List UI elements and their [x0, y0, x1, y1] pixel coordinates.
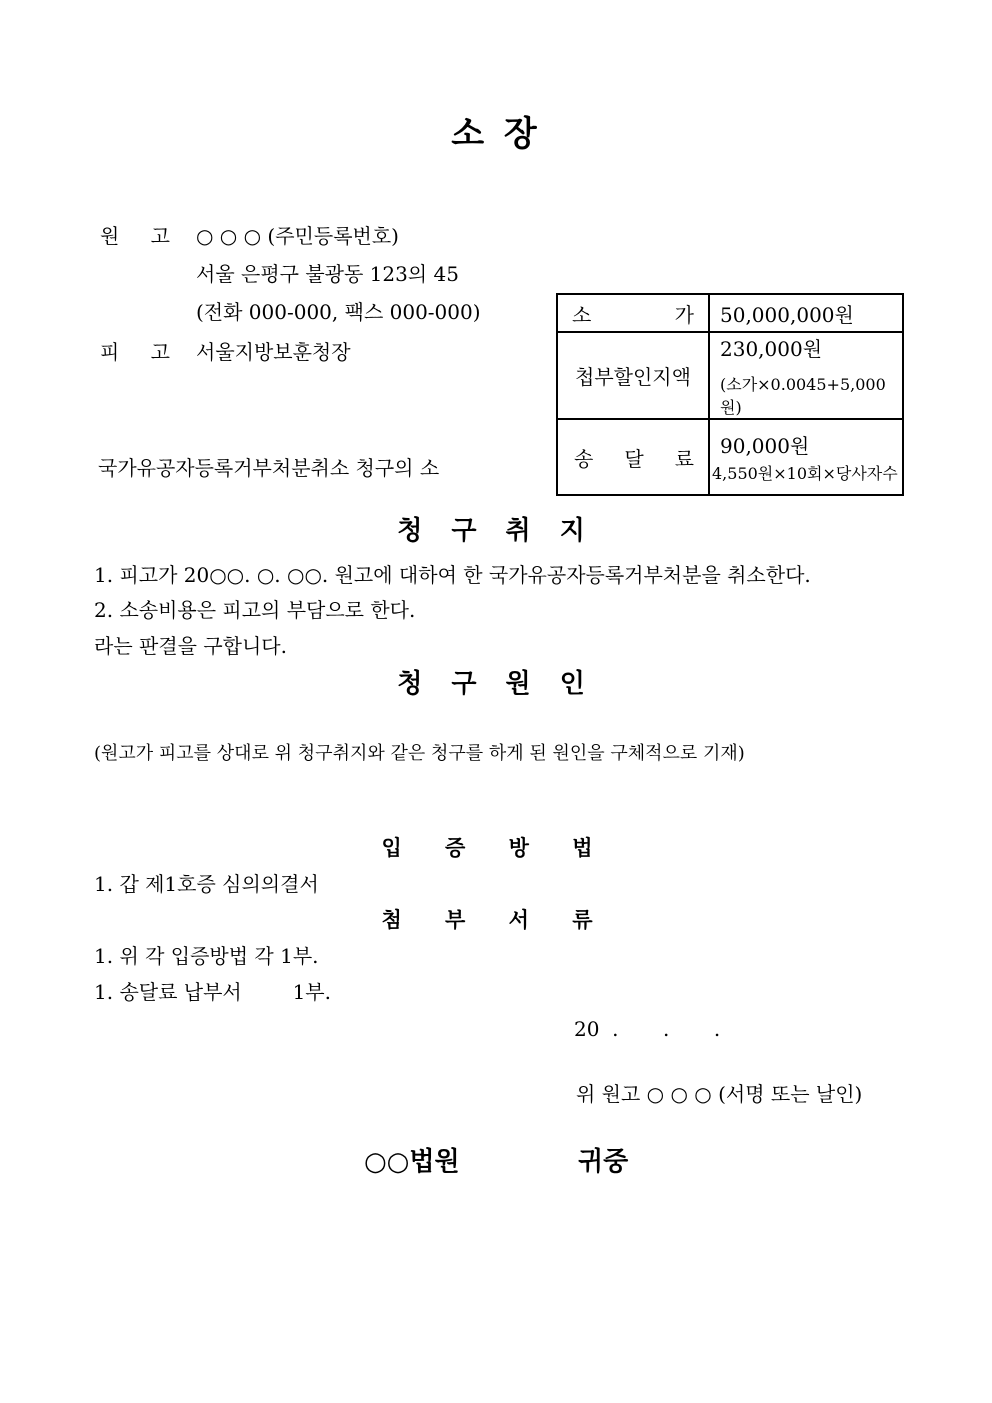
- document-title: 소 장: [451, 114, 541, 154]
- fee-label-char: 가: [674, 302, 694, 327]
- stamp-label-cell: 첩부할인지액: [557, 332, 709, 419]
- fee-label-cell: [557, 294, 709, 332]
- stamp-value-cell: [709, 332, 903, 419]
- plaintiff-label-char: 원: [100, 224, 120, 248]
- service-label-cell: [557, 419, 709, 495]
- service-formula: 4,550원×10회×당사자수: [712, 464, 898, 483]
- defendant-label-char: 고: [150, 340, 170, 364]
- defendant-label-char: 피: [100, 340, 120, 364]
- defendant-name: 서울지방보훈청장: [196, 340, 351, 364]
- claim-purpose-closing: 라는 판결을 구합니다.: [94, 634, 287, 658]
- attachment-item: 1. 위 각 입증방법 각 1부.: [94, 944, 319, 968]
- plaintiff-label: [100, 224, 170, 248]
- plaintiff-label-char: 고: [150, 224, 170, 248]
- plaintiff-name: ○ ○ ○ (주민등록번호): [196, 224, 399, 248]
- stamp-amount: 230,000원: [720, 337, 823, 361]
- fee-row-service: [557, 419, 903, 495]
- claim-purpose-item: 1. 피고가 20○○. ○. ○○. 원고에 대하여 한 국가유공자등록거부처분을 취소한다.: [94, 563, 811, 587]
- defendant-label: [100, 340, 170, 364]
- plaintiff-contact: (전화 000-000, 팩스 000-000): [196, 300, 481, 324]
- fee-label-char: 송: [574, 446, 594, 471]
- fee-label-char: 소: [572, 302, 592, 327]
- fee-label-char: 료: [674, 446, 694, 471]
- evidence-item: 1. 갑 제1호증 심의의결서: [94, 872, 319, 896]
- claim-purpose-item: 2. 소송비용은 피고의 부담으로 한다.: [94, 598, 416, 622]
- claim-value-cell: 50,000,000원: [709, 294, 903, 332]
- fee-table: [556, 293, 904, 496]
- claim-cause-text: (원고가 피고를 상대로 위 청구취지와 같은 청구를 하게 된 원인을 구체적으로 기재): [94, 743, 745, 764]
- case-name: 국가유공자등록거부처분취소 청구의 소: [98, 456, 440, 480]
- attachment-item: 1. 송달료 납부서 1부.: [94, 980, 331, 1004]
- fee-label-char: 달: [624, 446, 644, 471]
- service-amount: 90,000원: [720, 434, 810, 458]
- evidence-heading: 입 증 방 법: [381, 835, 611, 860]
- signature-line: 위 원고 ○ ○ ○ (서명 또는 날인): [576, 1082, 863, 1106]
- court-suffix: 귀중: [578, 1147, 629, 1177]
- fee-row-value: [557, 294, 903, 332]
- service-value-cell: [709, 419, 903, 495]
- court-name: ○○법원: [364, 1147, 460, 1177]
- claim-cause-heading: 청 구 원 인: [397, 669, 595, 699]
- stamp-formula: (소가×0.0045+5,000원): [720, 375, 886, 417]
- attachments-heading: 첨 부 서 류: [381, 907, 611, 932]
- date-line: 20 . . .: [574, 1017, 721, 1041]
- fee-row-stamp: [557, 332, 903, 419]
- claim-purpose-heading: 청 구 취 지: [397, 516, 595, 546]
- plaintiff-address: 서울 은평구 불광동 123의 45: [196, 262, 459, 286]
